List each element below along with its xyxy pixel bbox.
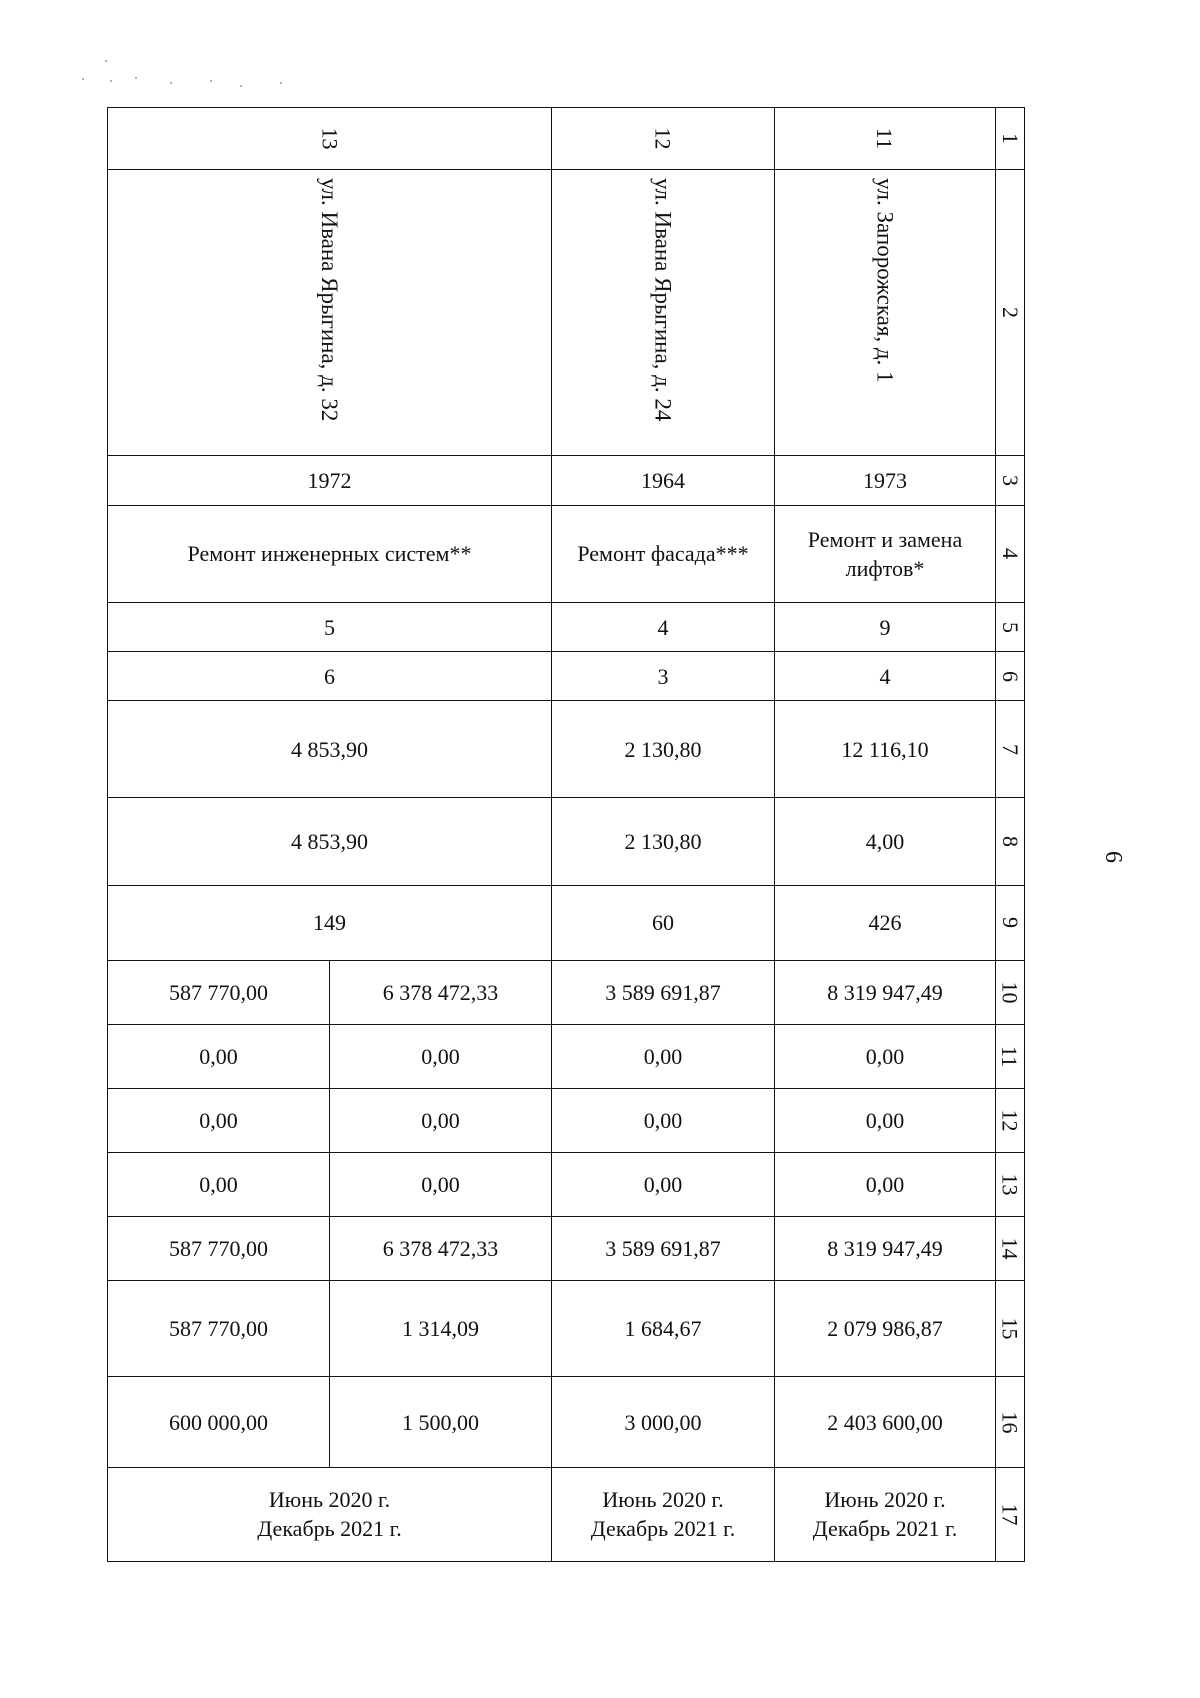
row-index-cell: 13 — [996, 1153, 1025, 1217]
entrances-cell: 4 — [775, 652, 996, 701]
year-cell: 1973 — [775, 455, 996, 505]
period-cell — [552, 1467, 775, 1561]
value-cell: 587 770,00 — [108, 1217, 330, 1281]
floors-cell: 9 — [775, 602, 996, 651]
work-type-cell — [775, 505, 996, 602]
area-total-cell: 4 853,90 — [108, 701, 552, 798]
floors-cell: 5 — [108, 602, 552, 651]
row-index-cell: 14 — [996, 1217, 1025, 1281]
row-index-cell: 6 — [996, 652, 1025, 701]
row-index-cell: 17 — [996, 1467, 1025, 1561]
value-cell: 0,00 — [552, 1153, 775, 1217]
value-cell: 6 378 472,33 — [330, 1217, 552, 1281]
cost-cell: 3 589 691,87 — [552, 960, 775, 1024]
table-row — [108, 1217, 1025, 1281]
residents-cell: 60 — [552, 885, 775, 960]
entrances-cell: 3 — [552, 652, 775, 701]
table-row — [108, 701, 1025, 798]
row-index-cell: 12 — [996, 1088, 1025, 1152]
period-cell — [108, 1467, 552, 1561]
address-cell: ул. Запорожская, д. 1 — [775, 170, 996, 456]
period-start: Июнь 2020 г. — [602, 1487, 724, 1513]
period-cell — [775, 1467, 996, 1561]
row-index-cell: 10 — [996, 960, 1025, 1024]
value-cell: 0,00 — [775, 1153, 996, 1217]
period-start: Июнь 2020 г. — [824, 1487, 946, 1513]
building-number-cell: 11 — [775, 108, 996, 170]
area-total-cell: 2 130,80 — [552, 701, 775, 798]
work-type-cell: Ремонт фасада*** — [552, 505, 775, 602]
table-row — [108, 1281, 1025, 1377]
table-row — [108, 170, 1025, 456]
table-row — [108, 1088, 1025, 1152]
repair-schedule-table — [107, 107, 1025, 1562]
residents-cell: 149 — [108, 885, 552, 960]
area-total-cell: 12 116,10 — [775, 701, 996, 798]
table-row — [108, 798, 1025, 885]
page-number: 6 — [1100, 851, 1126, 863]
row-index-cell: 4 — [996, 505, 1025, 602]
floors-cell: 4 — [552, 602, 775, 651]
area-living-cell: 4 853,90 — [108, 798, 552, 885]
work-type-cell: Ремонт инженерных систем** — [108, 505, 552, 602]
row-index-cell: 11 — [996, 1024, 1025, 1088]
cost-cell: 6 378 472,33 — [330, 960, 552, 1024]
residents-cell: 426 — [775, 885, 996, 960]
period-end: Декабрь 2021 г. — [590, 1516, 736, 1542]
table-row — [108, 505, 1025, 602]
table-row — [108, 960, 1025, 1024]
row-index-cell: 1 — [996, 108, 1025, 170]
entrances-cell: 6 — [108, 652, 552, 701]
row-index-cell: 3 — [996, 455, 1025, 505]
value-cell: 0,00 — [108, 1153, 330, 1217]
row-index-cell: 2 — [996, 170, 1025, 456]
table-row — [108, 652, 1025, 701]
row-index-cell: 5 — [996, 602, 1025, 651]
row-index-cell: 7 — [996, 701, 1025, 798]
value-cell: 1 314,09 — [330, 1281, 552, 1377]
row-index-cell: 15 — [996, 1281, 1025, 1377]
period-start: Июнь 2020 г. — [268, 1487, 391, 1513]
value-cell: 2 079 986,87 — [775, 1281, 996, 1377]
table-row — [108, 885, 1025, 960]
value-cell: 0,00 — [330, 1024, 552, 1088]
value-cell: 3 589 691,87 — [552, 1217, 775, 1281]
table-row — [108, 1153, 1025, 1217]
value-cell: 2 403 600,00 — [775, 1377, 996, 1467]
cost-cell: 8 319 947,49 — [775, 960, 996, 1024]
table-row — [108, 1467, 1025, 1561]
value-cell: 0,00 — [775, 1024, 996, 1088]
row-index-cell: 16 — [996, 1377, 1025, 1467]
table-row — [108, 455, 1025, 505]
building-number-cell: 13 — [108, 108, 552, 170]
value-cell: 1 500,00 — [330, 1377, 552, 1467]
area-living-cell: 4,00 — [775, 798, 996, 885]
table-row — [108, 1024, 1025, 1088]
value-cell: 0,00 — [775, 1088, 996, 1152]
scan-specks — [80, 60, 320, 100]
value-cell: 3 000,00 — [552, 1377, 775, 1467]
table-row — [108, 602, 1025, 651]
year-cell: 1964 — [552, 455, 775, 505]
value-cell: 600 000,00 — [108, 1377, 330, 1467]
work-type-line: лифтов* — [845, 555, 925, 581]
table-row — [108, 1377, 1025, 1467]
table-row — [108, 108, 1025, 170]
area-living-cell: 2 130,80 — [552, 798, 775, 885]
cost-cell: 587 770,00 — [108, 960, 330, 1024]
value-cell: 0,00 — [108, 1024, 330, 1088]
period-end: Декабрь 2021 г. — [812, 1516, 958, 1542]
work-type-line: Ремонт и замена — [807, 526, 963, 552]
value-cell: 0,00 — [330, 1153, 552, 1217]
row-index-cell: 9 — [996, 885, 1025, 960]
value-cell: 0,00 — [552, 1024, 775, 1088]
address-cell: ул. Ивана Ярыгина, д. 24 — [552, 170, 775, 456]
period-end: Декабрь 2021 г. — [257, 1516, 402, 1542]
value-cell: 1 684,67 — [552, 1281, 775, 1377]
row-index-cell: 8 — [996, 798, 1025, 885]
address-cell: ул. Ивана Ярыгина, д. 32 — [108, 170, 552, 456]
value-cell: 0,00 — [108, 1088, 330, 1152]
year-cell: 1972 — [108, 455, 552, 505]
value-cell: 8 319 947,49 — [775, 1217, 996, 1281]
value-cell: 0,00 — [330, 1088, 552, 1152]
value-cell: 0,00 — [552, 1088, 775, 1152]
building-number-cell: 12 — [552, 108, 775, 170]
value-cell: 587 770,00 — [108, 1281, 330, 1377]
